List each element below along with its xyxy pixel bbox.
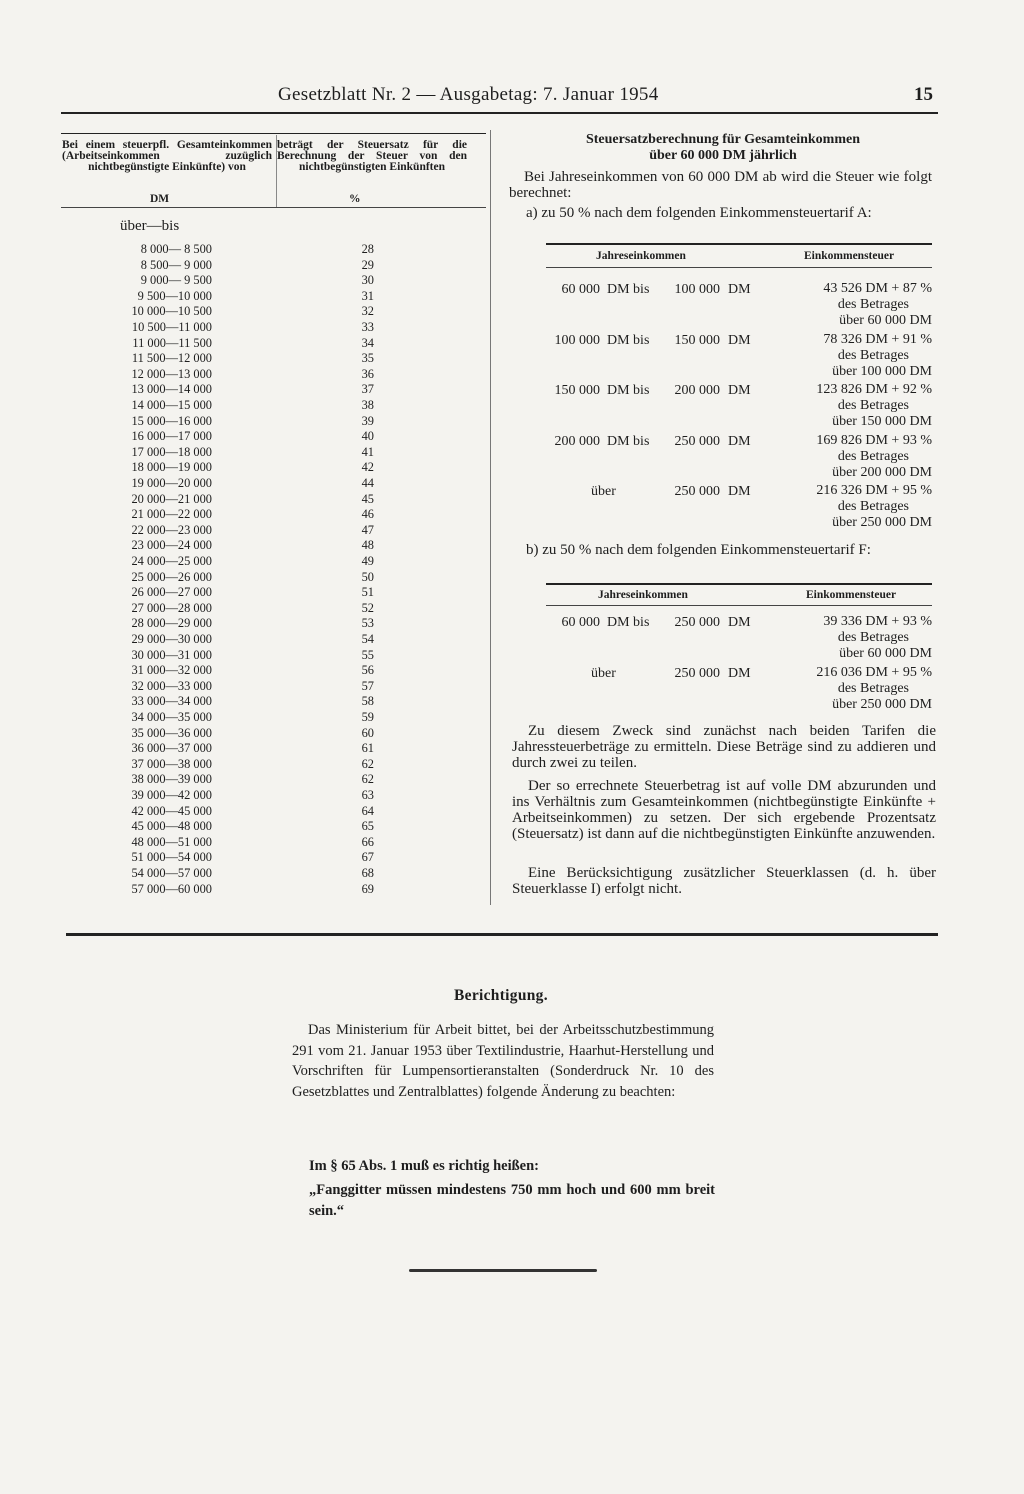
table-row-rate: 63	[361, 788, 374, 802]
tax-over: über 250 000 DM	[832, 697, 932, 712]
right-para-2: Der so errechnete Steuerbetrag ist auf volle DM abzurunden und ins Verhältnis zum Gesamteinkommen (nichtbegünstigte Einkünfte + Arbeitseinkommen) zu setzen. Der sich ergebende Prozentsatz (Steuersatz) ist dann auf die nichtbegünstigten Einkünfte anzuwenden.	[512, 778, 936, 842]
table-row-rate: 34	[361, 335, 374, 350]
table-row-rate: 38	[361, 398, 374, 412]
table-row-rate: 37	[361, 382, 374, 397]
table-row-range: 21 000—22 000	[131, 507, 212, 522]
table-row-rate: 36	[361, 366, 374, 381]
right-para-3: Eine Berücksichtigung zusätzlicher Steuerklassen (d. h. über Steuerklasse I) erfolgt nicht.	[512, 865, 936, 897]
table-row-range: 51 000—54 000	[131, 850, 212, 865]
income-from: 60 000	[561, 615, 600, 630]
income-unit: DM	[728, 282, 751, 297]
tax-of-amount: des Betrages	[837, 297, 909, 312]
left-table-head-rule	[61, 207, 486, 208]
income-mid: DM bis	[607, 332, 650, 348]
table-row-range: 45 000—48 000	[131, 819, 212, 834]
table-row-range: 29 000—30 000	[131, 632, 212, 646]
tarif-f-head-rule	[546, 605, 932, 606]
income-from: 60 000	[561, 282, 600, 297]
income-unit: DM	[728, 332, 751, 348]
tarif-a-col-tax: Einkommensteuer	[804, 250, 895, 262]
table-row-rate: 51	[361, 585, 374, 600]
table-row-range: 32 000—33 000	[131, 678, 212, 693]
table-row-range: 8 500— 9 000	[140, 257, 212, 272]
table-row-range: 30 000—31 000	[131, 647, 212, 662]
table-row-rate: 56	[361, 663, 374, 678]
correction-line1: Im § 65 Abs. 1 muß es richtig heißen:	[309, 1158, 540, 1174]
income-to: 250 000	[674, 484, 720, 499]
page-header-title: Gesetzblatt Nr. 2 — Ausgabetag: 7. Januar 1954	[278, 84, 659, 105]
tarif-a-head-rule	[546, 267, 932, 268]
tax-amount: 43 526 DM + 87 %	[823, 281, 932, 296]
income-to: 250 000	[674, 433, 720, 449]
table-row-range: 34 000—35 000	[131, 710, 212, 724]
tarif-f-label: b) zu 50 % nach dem folgenden Einkommensteuertarif F:	[526, 542, 871, 558]
table-row-range: 9 000— 9 500	[140, 273, 212, 288]
table-row-rate: 50	[361, 569, 374, 584]
tax-amount: 169 826 DM + 93 %	[816, 432, 932, 448]
section-rule	[66, 933, 938, 936]
table-row-rate: 33	[361, 320, 374, 334]
table-row-rate: 66	[361, 834, 374, 849]
table-row-rate: 48	[361, 538, 374, 553]
tarif-f-col-tax: Einkommensteuer	[806, 589, 897, 601]
tarif-a-col-income: Jahreseinkommen	[596, 250, 686, 262]
income-from: über	[591, 666, 616, 681]
table-row-rate: 65	[361, 819, 374, 834]
table-row-range: 17 000—18 000	[131, 444, 212, 459]
tax-over: über 100 000 DM	[832, 363, 932, 379]
income-from: 150 000	[554, 383, 600, 398]
table-row-rate: 28	[361, 242, 374, 256]
table-row-range: 48 000—51 000	[131, 834, 212, 849]
table-row-range: 13 000—14 000	[131, 382, 212, 397]
income-mid: DM bis	[607, 615, 650, 630]
table-row-range: 18 000—19 000	[131, 460, 212, 475]
end-rule	[409, 1269, 597, 1272]
table-row-rate: 35	[361, 351, 374, 366]
tax-of-amount: des Betrages	[837, 398, 909, 413]
left-col1-unit: DM	[150, 193, 170, 205]
left-table-col-divider	[276, 135, 277, 207]
table-row-rate: 57	[361, 678, 374, 693]
left-col2-unit: %	[349, 193, 361, 205]
table-row-range: 27 000—28 000	[131, 600, 212, 615]
table-row-range: 37 000—38 000	[131, 756, 212, 771]
income-mid: DM bis	[607, 282, 650, 297]
table-row-range: 9 500—10 000	[137, 288, 212, 303]
table-row-rate: 52	[361, 600, 374, 615]
tax-of-amount: des Betrages	[837, 681, 909, 696]
income-mid: DM bis	[607, 433, 650, 449]
table-row-rate: 61	[361, 741, 374, 756]
header-rule	[61, 112, 938, 114]
tax-amount: 78 326 DM + 91 %	[823, 331, 932, 347]
range-label: über—bis	[120, 218, 180, 234]
table-row-range: 57 000—60 000	[131, 881, 212, 896]
tax-of-amount: des Betrages	[837, 347, 909, 363]
table-row-range: 28 000—29 000	[131, 616, 212, 631]
tax-amount: 216 326 DM + 95 %	[816, 483, 932, 498]
table-row-rate: 62	[361, 756, 374, 771]
table-row-rate: 53	[361, 616, 374, 631]
table-row-rate: 30	[361, 273, 374, 288]
table-row-rate: 31	[361, 288, 374, 303]
tarif-f-col-income: Jahreseinkommen	[598, 589, 688, 601]
table-row-range: 25 000—26 000	[131, 569, 212, 584]
tax-amount: 39 336 DM + 93 %	[823, 614, 932, 629]
table-row-rate: 47	[361, 522, 374, 537]
table-row-range: 33 000—34 000	[131, 694, 212, 709]
tax-amount: 123 826 DM + 92 %	[816, 382, 932, 397]
correction-title: Berichtigung.	[454, 987, 548, 1004]
table-row-rate: 42	[361, 460, 374, 475]
tax-over: über 150 000 DM	[832, 414, 932, 429]
table-row-range: 10 500—11 000	[131, 320, 212, 334]
table-row-rate: 39	[361, 413, 374, 428]
right-title	[508, 132, 938, 164]
tax-of-amount: des Betrages	[837, 630, 909, 645]
tax-of-amount: des Betrages	[837, 499, 909, 514]
table-row-range: 35 000—36 000	[131, 725, 212, 740]
income-unit: DM	[728, 383, 751, 398]
tax-over: über 60 000 DM	[839, 313, 932, 328]
table-row-rate: 60	[361, 725, 374, 740]
table-row-range: 19 000—20 000	[131, 476, 212, 490]
table-row-range: 12 000—13 000	[131, 366, 212, 381]
table-row-range: 31 000—32 000	[131, 663, 212, 678]
table-row-rate: 69	[361, 881, 374, 896]
left-table-top-rule	[61, 133, 486, 134]
table-row-rate: 55	[361, 647, 374, 662]
table-row-range: 15 000—16 000	[131, 413, 212, 428]
table-row-rate: 41	[361, 444, 374, 459]
income-unit: DM	[728, 615, 751, 630]
table-row-rate: 29	[361, 257, 374, 272]
left-col2-header: beträgt der Steuersatz für die Berechnung der Steuer von den nichtbegünstigten Einkünften	[277, 139, 467, 173]
income-unit: DM	[728, 484, 751, 499]
income-from: über	[591, 484, 616, 499]
table-row-range: 22 000—23 000	[131, 522, 212, 537]
table-row-range: 39 000—42 000	[131, 788, 212, 802]
right-para-1: Zu diesem Zweck sind zunächst nach beiden Tarifen die Jahressteuerbeträge zu ermitteln. Diese Beträge sind zu addieren und durch zwei zu teilen.	[512, 723, 936, 771]
table-row-range: 54 000—57 000	[131, 866, 212, 880]
table-row-range: 23 000—24 000	[131, 538, 212, 553]
page-number: 15	[914, 84, 933, 105]
table-row-range: 11 500—12 000	[131, 351, 212, 366]
table-row-range: 42 000—45 000	[131, 803, 212, 818]
income-to: 200 000	[674, 383, 720, 398]
table-row-range: 20 000—21 000	[131, 491, 212, 506]
tax-over: über 250 000 DM	[832, 515, 932, 530]
table-row-rate: 54	[361, 632, 374, 646]
tax-of-amount: des Betrages	[837, 448, 909, 464]
income-unit: DM	[728, 433, 751, 449]
table-row-range: 24 000—25 000	[131, 554, 212, 568]
left-col1-header: Bei einem steuerpfl. Gesamteinkommen (Arbeitseinkommen zuzüglich nichtbegünstigte Einkünfte) von	[62, 139, 272, 173]
tarif-a-top-rule	[546, 243, 932, 245]
table-row-rate: 58	[361, 694, 374, 709]
table-row-rate: 32	[361, 304, 374, 319]
table-row-range: 26 000—27 000	[131, 585, 212, 600]
correction-quote: „Fanggitter müssen mindestens 750 mm hoch und 600 mm breit sein.“	[309, 1182, 715, 1219]
table-row-rate: 62	[361, 772, 374, 787]
income-to: 250 000	[674, 615, 720, 630]
income-to: 100 000	[674, 282, 720, 297]
table-row-rate: 45	[361, 491, 374, 506]
table-row-rate: 64	[361, 803, 374, 818]
tarif-f-top-rule	[546, 583, 932, 585]
table-row-range: 8 000— 8 500	[140, 242, 212, 256]
tarif-a-label: a) zu 50 % nach dem folgenden Einkommensteuertarif A:	[526, 205, 872, 221]
right-title-line2: über 60 000 DM jährlich	[649, 148, 797, 163]
table-row-rate: 68	[361, 866, 374, 880]
tax-over: über 60 000 DM	[839, 646, 932, 661]
income-to: 250 000	[674, 666, 720, 681]
table-row-rate: 59	[361, 710, 374, 724]
right-intro: Bei Jahreseinkommen von 60 000 DM ab wird die Steuer wie folgt berechnet:	[509, 169, 932, 201]
table-row-rate: 40	[361, 429, 374, 444]
table-row-rate: 46	[361, 507, 374, 522]
table-row-rate: 67	[361, 850, 374, 865]
table-row-range: 38 000—39 000	[131, 772, 212, 787]
table-row-range: 14 000—15 000	[131, 398, 212, 412]
table-row-range: 11 000—11 500	[132, 335, 212, 350]
income-mid: DM bis	[607, 383, 650, 398]
table-row-rate: 49	[361, 554, 374, 568]
correction-body: Das Ministerium für Arbeit bittet, bei der Arbeitsschutzbestimmung 291 vom 21. Januar 1953 über Textilindustrie, Haarhut-Herstellung und Vorschriften für Lumpensortieranstalten (Sonderdruck Nr. 10 des Gesetzblattes und Zentralblattes) folgende Änderung zu beachten:	[292, 1022, 714, 1100]
tax-amount: 216 036 DM + 95 %	[816, 665, 932, 680]
column-divider	[490, 130, 491, 905]
income-to: 150 000	[674, 332, 720, 348]
table-row-range: 36 000—37 000	[131, 741, 212, 756]
table-row-range: 16 000—17 000	[131, 429, 212, 444]
income-from: 100 000	[554, 332, 600, 348]
table-row-rate: 44	[361, 476, 374, 490]
tax-over: über 200 000 DM	[832, 464, 932, 480]
right-title-line1: Steuersatzberechnung für Gesamteinkommen	[585, 132, 861, 147]
income-unit: DM	[728, 666, 751, 681]
table-row-range: 10 000—10 500	[131, 304, 212, 319]
income-from: 200 000	[554, 433, 600, 449]
